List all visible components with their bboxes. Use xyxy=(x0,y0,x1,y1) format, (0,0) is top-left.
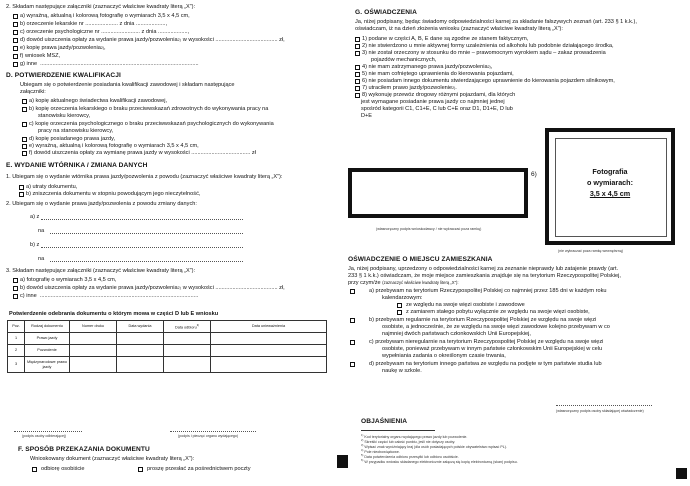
checkbox-fee-e[interactable] xyxy=(13,286,18,291)
table-cell: Międzynarodowe prawo jazdy xyxy=(25,357,70,373)
table-cell[interactable] xyxy=(70,357,117,373)
checkbox-personal-pickup[interactable] xyxy=(32,467,37,472)
table-cell[interactable] xyxy=(164,345,211,357)
decl-5: 5) nie mam cofniętego uprawnienia do kierowania pojazdami, xyxy=(361,71,514,77)
note-text: Data potwierdzenia odbioru przesyłki lub odbioru osobiście. xyxy=(364,455,459,460)
section-f-title: F. SPOSÓB PRZEKAZANIA DOKUMENTU xyxy=(18,446,150,453)
note-text: W przypadku wniosku składanego elektronicznie załączą się kopię elektroniczną (skan) podpisu. xyxy=(364,460,518,465)
section-d-intro: Ubiegam się o potwierdzenie posiadania kwalifikacji zawodowej i składam następujące xyxy=(20,82,235,88)
table-cell[interactable] xyxy=(70,333,117,345)
change-b-to-label: na xyxy=(38,256,45,262)
table-row xyxy=(8,345,327,357)
receipt-title: Potwierdzenie odebrania dokumentu o którym mowa w części D lub E wniosku xyxy=(9,311,219,317)
e-q3: 3. Składam następujące załączniki (zaznaczyć właściwe kwadraty literą „X”): xyxy=(6,268,196,274)
residence-signature-field[interactable] xyxy=(556,405,652,406)
photo-caption-line: o wymiarach: xyxy=(587,178,633,187)
section-g-intro-2: oświadczam, iż na dzień złożenia wniosku (zaznaczyć właściwe kwadraty literą „X”): xyxy=(355,26,563,32)
signature-box-label: (własnoręczny podpis wnioskodawcy / nie wykraczać poza ramkę) xyxy=(376,227,482,231)
checkbox-msz[interactable] xyxy=(13,54,18,59)
footnote-mark: 2) xyxy=(452,86,456,90)
section-d-title: D. POTWIERDZENIE KWALIFIKACJI xyxy=(6,72,121,79)
checkbox-decl-6[interactable] xyxy=(355,79,360,84)
item-psych: c) orzeczenie psychologiczne nr ......................... z dnia ..................., xyxy=(19,29,190,35)
checkbox-psych[interactable] xyxy=(13,30,18,35)
option-mail: proszę przesłać za pośrednictwem poczty xyxy=(146,466,251,472)
item-photo-d: e) wyraźną, aktualną i kolorową fotografię o wymiarach 3,5 x 4,5 cm, xyxy=(28,143,199,149)
item-psych-copy-cont: pracy na stanowisku kierowcy, xyxy=(38,128,114,134)
checkbox-qualification[interactable] xyxy=(22,99,27,104)
table-cell: Prawo jazdy xyxy=(25,333,70,345)
decl-2: 2) nie stwierdzono u mnie aktywnej formy uzależnienia od alkoholu lub podobnie działającego środka, xyxy=(361,43,614,49)
receiver-signature-label: (podpis osoby odbierającej) xyxy=(22,434,66,438)
photo-frame-label: (nie wykraczać poza ramkę wewnętrzną) xyxy=(558,249,623,253)
checkbox-photo[interactable] xyxy=(13,14,18,19)
decl-8-cont: D+E xyxy=(361,113,373,119)
receipt-table xyxy=(7,320,327,373)
checkbox-residence-c[interactable] xyxy=(350,340,355,345)
checkbox-residence-d[interactable] xyxy=(350,362,355,367)
residence-intro: Ja, niżej podpisany, uprzedzony o odpowiedzialności karnej za zeznanie nieprawdy lub zatajenie prawdy (art. xyxy=(348,266,619,272)
note xyxy=(361,459,518,464)
table-cell[interactable] xyxy=(117,345,164,357)
note-number: 1) xyxy=(361,434,364,437)
checkbox-lost[interactable] xyxy=(19,185,24,190)
note-number: 6) xyxy=(361,459,364,462)
item-photo-e: a) fotografię o wymiarach 3,5 x 4,5 cm, xyxy=(19,277,117,283)
residence-intro-hint: (zaznaczyć właściwe kwadraty literą „X”): xyxy=(382,280,459,285)
residence-a2: z zamiarem stałego pobytu wyłącznie ze względu na swoje więzi osobiste, xyxy=(405,309,590,315)
item-fee-d: f) dowód uiszczenia opłaty za wymianę prawa jazdy w wysokości ...................................... zł xyxy=(28,150,256,156)
section-g-intro: Ja, niżej podpisany, będąc świadomy odpowiedzialności karnej za składanie fałszywych zeznań (art. 233 § 1 k.k.), xyxy=(355,19,637,25)
residence-title: OŚWIADCZENIE O MIEJSCU ZAMIESZKANIA xyxy=(348,256,493,263)
decl-3: 3) nie został orzeczony w stosunku do mnie – prawomocnym wyrokiem sądu – zakaz prowadzenia xyxy=(361,50,606,56)
checkbox-decl-2[interactable] xyxy=(355,44,360,49)
checkbox-other[interactable] xyxy=(13,62,18,67)
item-damaged: b) zniszczenia dokumentu w stopniu powodującym jego nieczytelność, xyxy=(25,191,201,197)
residence-d: d) przebywam na terytorium innego państwa ze względu na podjęte w tym państwie studia lub xyxy=(368,361,602,367)
checkbox-decl-7[interactable] xyxy=(355,86,360,91)
checkbox-medical[interactable] xyxy=(13,22,18,27)
item-qualification: a) kopię aktualnego świadectwa kwalifikacji zawodowej, xyxy=(28,98,168,104)
table-row xyxy=(8,333,327,345)
note-text: Skreślić części lub całość punktu, jeśli nie dotyczy osoby. xyxy=(364,440,456,445)
change-a-from-field[interactable] xyxy=(41,219,243,220)
checkbox-license-copy[interactable] xyxy=(13,46,18,51)
col-header xyxy=(164,321,211,333)
explanations-title: OBJAŚNIENIA xyxy=(361,418,408,425)
checkbox-decl-1[interactable] xyxy=(355,37,360,42)
checkbox-damaged[interactable] xyxy=(19,192,24,197)
checkbox-decl-8[interactable] xyxy=(355,93,360,98)
footnote-mark: 2) xyxy=(177,286,181,290)
table-cell[interactable] xyxy=(117,357,164,373)
table-cell: 1 xyxy=(8,333,25,345)
residence-intro: 233 § 1 k.k.) oświadczam, że moje miejsce zamieszkania znajduje się na terytorium Rzeczypospolitej Polskiej, xyxy=(348,273,621,279)
item-medical-copy: b) kopię orzeczenia lekarskiego o braku przeciwwskazań zdrowotnych do wykonywania pracy na xyxy=(28,106,269,112)
checkbox-other-e[interactable] xyxy=(13,294,18,299)
decl-4: 4) nie mam zatrzymanego prawa jazdy/pozwolenia xyxy=(361,64,488,70)
checkbox-license[interactable] xyxy=(22,137,27,142)
item-license: d) kopię posiadanego prawa jazdy, xyxy=(28,136,116,142)
decl-3-cont: pojazdów mechanicznych, xyxy=(371,57,437,63)
residence-a: a) przebywam na terytorium Rzeczypospolitej Polskiej co najmniej przez 185 dni w każdym roku xyxy=(368,288,607,294)
change-a-to-label: na xyxy=(38,228,45,234)
table-cell: 2 xyxy=(8,345,25,357)
note-text: Kod terytorialny organu wydającego prawo jazdy lub pozwolenie. xyxy=(364,435,468,440)
photo-frame xyxy=(545,128,675,245)
item-other: g) inne xyxy=(19,61,38,67)
decl-8-cont: spośród kategorii C1, C1+E, C lub C+E oraz D1, D1+E, D lub xyxy=(361,106,513,112)
checkbox-mail[interactable] xyxy=(138,467,143,472)
checkbox-decl-5[interactable] xyxy=(355,72,360,77)
checkbox-photo-d[interactable] xyxy=(22,144,27,149)
item-fee-e: b) dowód uiszczenia opłaty za wydanie prawa jazdy/pozwolenia xyxy=(19,285,178,291)
section-f-intro: Wnioskowany dokument (zaznaczyć właściwe kwadraty literą „X”): xyxy=(30,456,195,462)
table-cell: Pozwolenie xyxy=(25,345,70,357)
col-header: Data wydania xyxy=(117,321,164,333)
col-header-text: Data odbioru xyxy=(174,324,197,329)
item-medical: b) orzeczenie lekarskie nr ..................... z dnia ..................., xyxy=(19,21,168,27)
item-other-e-field[interactable]: ...................................................................................................... xyxy=(39,293,199,299)
photo-dimensions: 3,5 x 4,5 cm xyxy=(589,189,631,198)
table-cell[interactable] xyxy=(211,345,327,357)
residence-b-cont: osobiste, a jednocześnie, że ze względu na swoje więzi zawodowe kolejno przebywam w co xyxy=(382,324,610,330)
e-q2: 2. Ubiegam się o wydanie prawa jazdy/pozwolenia z powodu zmiany danych: xyxy=(6,201,197,207)
col-header: Rodzaj dokumentu xyxy=(25,321,70,333)
decl-8: 8) wykonuję przewóz drogowy różnymi pojazdami, dla których xyxy=(361,92,516,98)
item-other-field[interactable]: ...................................................................................................... xyxy=(40,61,199,67)
registration-mark xyxy=(676,468,687,479)
residence-c-cont: wypełniania zadania o określonym czasie trwania, xyxy=(382,353,506,359)
section-e-title: E. WYDANIE WTÓRNIKA / ZMIANA DANYCH xyxy=(6,162,148,169)
item-msz: f) wniosek MSZ, xyxy=(19,53,61,59)
checkbox-photo-e[interactable] xyxy=(13,278,18,283)
col-header: Poz. xyxy=(8,321,25,333)
checkbox-residence-b[interactable] xyxy=(350,318,355,323)
item-license-copy: e) kopię prawa jazdy/pozwolenia xyxy=(19,45,101,51)
note-number: 2) xyxy=(361,439,364,442)
change-b-from-label: b) z xyxy=(30,242,40,248)
note-number: 4) xyxy=(361,449,364,452)
issuer-signature-label: (podpis i pieczęć organu wydającego) xyxy=(178,434,239,438)
footnote-mark: 3) xyxy=(196,323,200,327)
table-row xyxy=(8,357,327,373)
item-license-copy-tail: , xyxy=(103,45,106,51)
explanations-divider xyxy=(361,430,435,431)
residence-b-cont: najmniej dwóch państwach członkowskich Unii Europejskiej, xyxy=(382,331,531,337)
table-cell[interactable] xyxy=(117,333,164,345)
e-q1: 1. Ubiegam się o wydanie wtórnika prawa jazdy/pozwolenia z powodu (zaznaczyć właściwe kwadraty literą „X”): xyxy=(6,174,283,180)
checkbox-medical-copy[interactable] xyxy=(22,107,27,112)
section-g-title: G. OŚWIADCZENIA xyxy=(355,9,417,16)
change-a-to-field[interactable] xyxy=(50,233,243,234)
note-number: 5) xyxy=(361,454,364,457)
note-number: 3) xyxy=(361,444,364,447)
decl-7: 7) utraciłem prawo jazdy/pozwolenie xyxy=(361,85,453,91)
table-cell[interactable] xyxy=(70,345,117,357)
decl-1: 1) podane w części A, B, E dane są zgodne ze stanem faktycznym, xyxy=(361,36,529,42)
item-psych-copy: c) kopię orzeczenia psychologicznego o braku przeciwwskazań psychologicznych do wykonywania xyxy=(28,121,274,127)
note-text: Pole nieobowiązkowe. xyxy=(364,450,400,455)
item-lost: a) utraty dokumentu, xyxy=(25,184,78,190)
residence-signature-label: (własnoręczny podpis osoby składającej oświadczenie) xyxy=(556,409,644,413)
residence-intro-start: przy czym/że xyxy=(348,280,381,286)
photo-caption xyxy=(549,166,671,199)
residence-a-cont: kalendarzowym: xyxy=(382,295,423,301)
checkbox-decl-3[interactable] xyxy=(355,51,360,56)
change-b-from-field[interactable] xyxy=(41,247,243,248)
col-header: Numer druku xyxy=(70,321,117,333)
checkbox-residence-a[interactable] xyxy=(350,289,355,294)
section-d-intro-2: załączniki: xyxy=(20,89,46,95)
table-cell[interactable] xyxy=(164,333,211,345)
residence-b: b) przebywam regularnie na terytorium Rzeczypospolitej Polskiej ze względu na swoje więzi xyxy=(368,317,597,323)
table-cell[interactable] xyxy=(211,333,327,345)
change-a-from-label: a) z xyxy=(30,214,40,220)
footnote-mark: 2) xyxy=(487,65,491,69)
decl-6: 6) nie posiadam innego dokumentu stwierdzającego uprawnienie do kierowania pojazdem silnikowym, xyxy=(361,78,615,84)
photo-caption-line: Fotografia xyxy=(592,167,628,176)
checkbox-decl-4[interactable] xyxy=(355,65,360,70)
item-fee: d) dowód uiszczenia opłaty za wydanie prawa jazdy/pozwolenia xyxy=(19,37,178,43)
checkbox-fee[interactable] xyxy=(13,38,18,43)
signature-box-footnote: 6) xyxy=(531,171,537,178)
option-personal-pickup: odbiorę osobiście xyxy=(40,466,85,472)
item-other-e: c) inne xyxy=(19,293,37,299)
checkbox-residence-a1[interactable] xyxy=(397,303,402,308)
decl-7-tail: . xyxy=(455,85,457,91)
checkbox-psych-copy[interactable] xyxy=(22,122,27,127)
decl-8-cont: jest wymagane posiadanie prawa jazdy co najmniej jednej xyxy=(361,99,505,105)
table-cell: 3 xyxy=(8,357,25,373)
item-fee-amount: w wysokości ........................................ zł, xyxy=(182,37,285,43)
col-header: Data unieważnienia xyxy=(211,321,327,333)
item-medical-copy-cont: stanowisku kierowcy, xyxy=(38,113,91,119)
residence-a1: ze względu na swoje więzi osobiste i zawodowe xyxy=(405,302,525,308)
attachments-title: 2. Składam następujące załączniki (zaznaczyć właściwe kwadraty literą „X”): xyxy=(6,4,196,10)
decl-4-tail: , xyxy=(490,64,493,70)
signature-box[interactable] xyxy=(348,168,528,218)
change-b-to-field[interactable] xyxy=(50,261,243,262)
item-fee-e-amount: w wysokości ........................................ zł, xyxy=(182,285,285,291)
table-cell[interactable] xyxy=(164,357,211,373)
registration-mark xyxy=(337,455,348,468)
footnote-mark: 2) xyxy=(177,38,181,42)
footnote-mark: 2) xyxy=(100,46,104,50)
receiver-signature-field[interactable] xyxy=(14,431,82,432)
table-cell[interactable] xyxy=(211,357,327,373)
issuer-signature-field[interactable] xyxy=(170,431,256,432)
note-text: Wpisać znak wyróżniający kraj (dla osób posiadających polskie obywatelstwo wpisać PL). xyxy=(364,445,507,450)
item-photo: a) wyraźną, aktualną i kolorową fotografię o wymiarach 3,5 x 4,5 cm, xyxy=(19,13,190,19)
residence-d-cont: naukę w szkole. xyxy=(382,368,422,374)
checkbox-residence-a2[interactable] xyxy=(397,310,402,315)
residence-c: c) przebywam nieregularnie na terytorium Rzeczypospolitej Polskiej ze względu na swoje więzi xyxy=(368,339,604,345)
residence-intro xyxy=(348,280,459,287)
checkbox-fee-d[interactable] xyxy=(22,151,27,156)
residence-c-cont: osobiste, ponieważ przebywam w innym państwie członkowskim Unii Europejskiej w celu xyxy=(382,346,603,352)
